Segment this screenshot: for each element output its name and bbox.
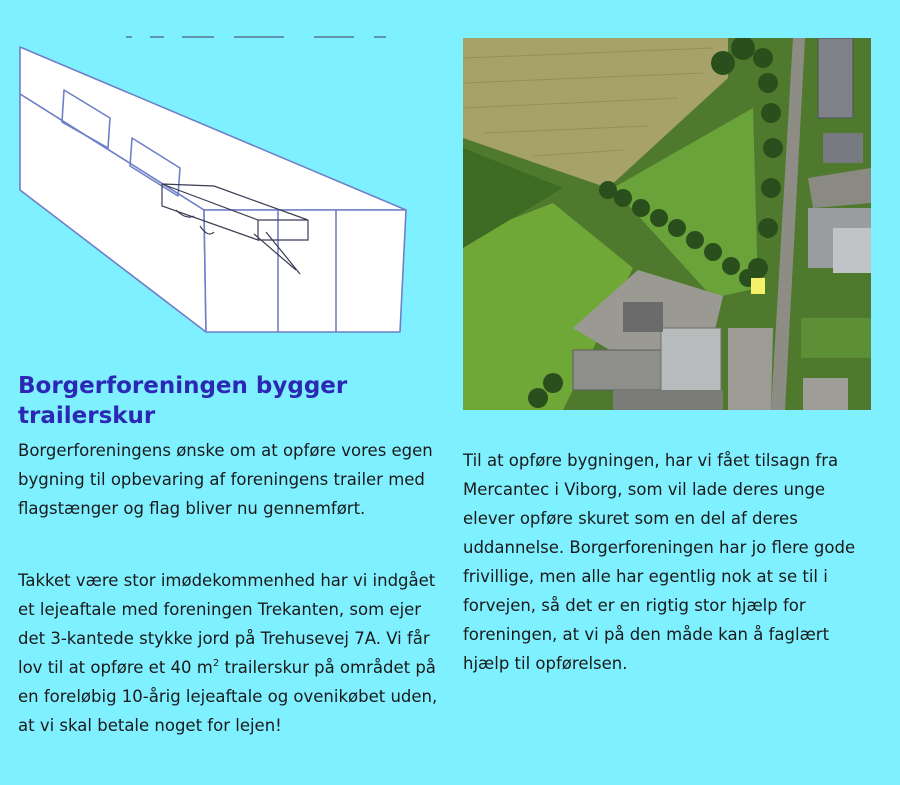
paragraph-lease-part1: Takket være stor imødekommenhed har vi indgået et lejeaftale med foreningen Trekanten, som ejer det 3-kantede stykke jord på Trehusevej 7A. Vi får lov til at opføre et 40 m [18,571,436,677]
paragraph-wish: Borgerforeningens ønske om at opføre vores egen bygning til opbevaring af foreningens trailer med flagstænger og flag bliver nu gennemført. [18,441,433,518]
aerial-photo-image [463,38,871,410]
superscript-two: 2 [212,658,220,669]
paragraph-mercantec: Til at opføre bygningen, har vi fået tilsagn fra Mercantec i Viborg, som vil lade deres unge elever opføre skuret som en del af deres uddannelse. Borgerforeningen har jo flere gode frivillige, men alle har egentlig nok at se til i forvejen, så det er en rigtig stor hjælp for foreningen, at vi på den måde kan å faglært hjælp til opførelsen. [463,451,856,673]
paragraph-lease-part2: trailerskur på området på en foreløbig 10-årig lejeaftale og ovenikøbet uden, at vi skal betale noget for lejen! [18,658,438,735]
article-title: Borgerforeningen bygger trailerskur [18,373,348,429]
paragraph-lease [18,566,438,740]
building-sketch-image [14,34,414,339]
